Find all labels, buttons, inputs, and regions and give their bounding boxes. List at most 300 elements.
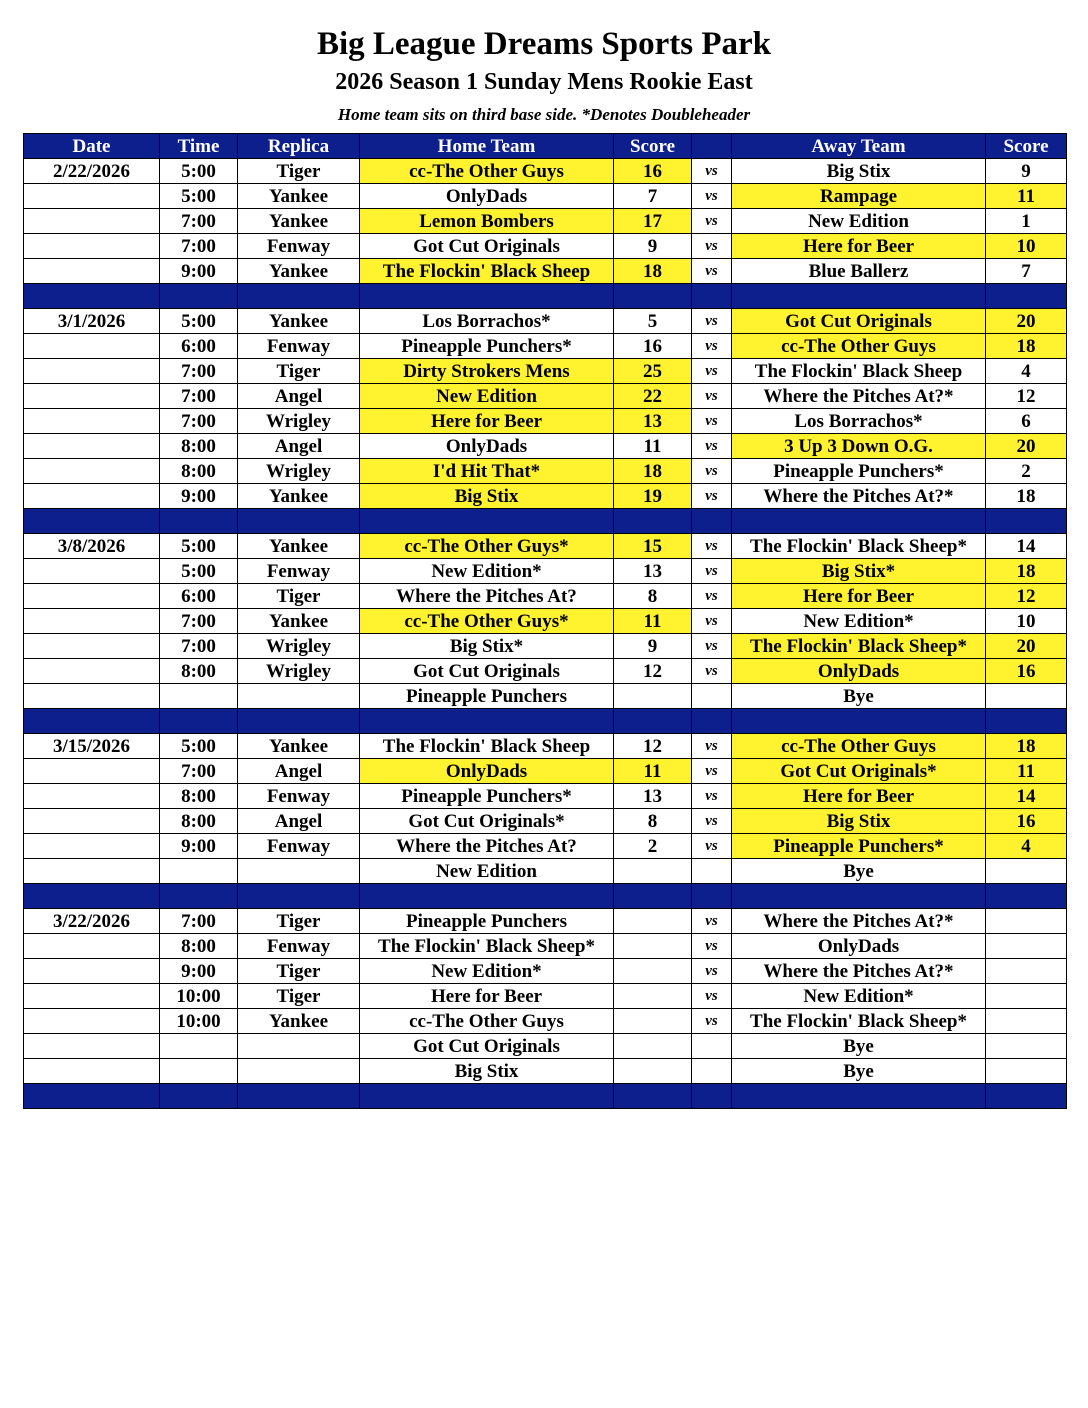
home-score: 12: [614, 734, 692, 759]
game-row: [24, 734, 1067, 759]
game-date: 3/15/2026: [24, 734, 160, 759]
separator-cell: [732, 509, 986, 534]
game-date: 2/22/2026: [24, 159, 160, 184]
vs-label: vs: [692, 959, 732, 984]
away-score: [986, 1059, 1067, 1084]
home-team: cc-The Other Guys: [360, 1009, 614, 1034]
separator-cell: [160, 1084, 238, 1109]
home-team: Big Stix: [360, 1059, 614, 1084]
away-team: OnlyDads: [732, 934, 986, 959]
home-score: [614, 934, 692, 959]
separator-cell: [160, 884, 238, 909]
vs-label: vs: [692, 209, 732, 234]
home-score: [614, 909, 692, 934]
away-score: [986, 984, 1067, 1009]
vs-label: vs: [692, 384, 732, 409]
away-team: Blue Ballerz: [732, 259, 986, 284]
game-time: 6:00: [160, 334, 238, 359]
away-score: 18: [986, 559, 1067, 584]
game-time: 5:00: [160, 559, 238, 584]
home-team: The Flockin' Black Sheep: [360, 259, 614, 284]
away-team: New Edition*: [732, 984, 986, 1009]
away-team: 3 Up 3 Down O.G.: [732, 434, 986, 459]
game-date: [24, 409, 160, 434]
home-score: 16: [614, 159, 692, 184]
col-header-replica: Replica: [238, 134, 360, 159]
away-score: 18: [986, 334, 1067, 359]
game-replica: Yankee: [238, 259, 360, 284]
game-time: 8:00: [160, 934, 238, 959]
away-score: 10: [986, 234, 1067, 259]
away-score: [986, 934, 1067, 959]
home-score: [614, 859, 692, 884]
game-row: [24, 384, 1067, 409]
separator-cell: [614, 884, 692, 909]
game-row: [24, 334, 1067, 359]
vs-label: vs: [692, 434, 732, 459]
away-team: Pineapple Punchers*: [732, 834, 986, 859]
game-date: [24, 209, 160, 234]
home-team: Pineapple Punchers: [360, 684, 614, 709]
game-replica: Wrigley: [238, 459, 360, 484]
away-score: [986, 959, 1067, 984]
week-separator-row: [24, 1084, 1067, 1109]
col-header-away-team: Away Team: [732, 134, 986, 159]
home-team: The Flockin' Black Sheep*: [360, 934, 614, 959]
vs-label: vs: [692, 834, 732, 859]
game-date: [24, 759, 160, 784]
away-team: Here for Beer: [732, 584, 986, 609]
game-time: 7:00: [160, 609, 238, 634]
separator-cell: [24, 884, 160, 909]
separator-cell: [986, 1084, 1067, 1109]
game-replica: Yankee: [238, 209, 360, 234]
game-date: [24, 609, 160, 634]
game-row: [24, 984, 1067, 1009]
game-row: [24, 184, 1067, 209]
game-replica: Fenway: [238, 334, 360, 359]
away-team: cc-The Other Guys: [732, 334, 986, 359]
away-score: 12: [986, 384, 1067, 409]
game-date: [24, 484, 160, 509]
away-team: Big Stix*: [732, 559, 986, 584]
game-row: [24, 909, 1067, 934]
game-row: [24, 559, 1067, 584]
vs-label: vs: [692, 934, 732, 959]
col-header-away-score: Score: [986, 134, 1067, 159]
home-team: I'd Hit That*: [360, 459, 614, 484]
home-score: 11: [614, 434, 692, 459]
vs-label: vs: [692, 659, 732, 684]
home-team: Big Stix: [360, 484, 614, 509]
game-replica: Yankee: [238, 484, 360, 509]
away-score: 20: [986, 634, 1067, 659]
game-date: [24, 259, 160, 284]
away-score: 6: [986, 409, 1067, 434]
game-time: 7:00: [160, 209, 238, 234]
away-team: Big Stix: [732, 159, 986, 184]
game-time: 9:00: [160, 259, 238, 284]
game-date: [24, 859, 160, 884]
game-row: [24, 359, 1067, 384]
separator-cell: [692, 884, 732, 909]
home-team: cc-The Other Guys*: [360, 609, 614, 634]
home-team: New Edition: [360, 859, 614, 884]
game-row: [24, 209, 1067, 234]
separator-cell: [238, 284, 360, 309]
game-row: [24, 784, 1067, 809]
col-header-home-score: Score: [614, 134, 692, 159]
game-date: 3/1/2026: [24, 309, 160, 334]
home-score: 9: [614, 234, 692, 259]
separator-cell: [24, 1084, 160, 1109]
separator-cell: [160, 284, 238, 309]
separator-cell: [238, 509, 360, 534]
game-replica: Angel: [238, 759, 360, 784]
game-replica: Wrigley: [238, 659, 360, 684]
home-score: 19: [614, 484, 692, 509]
vs-label: vs: [692, 809, 732, 834]
separator-cell: [986, 709, 1067, 734]
away-team: New Edition*: [732, 609, 986, 634]
separator-cell: [238, 1084, 360, 1109]
game-date: [24, 334, 160, 359]
game-replica: Wrigley: [238, 634, 360, 659]
home-score: 7: [614, 184, 692, 209]
away-team: The Flockin' Black Sheep*: [732, 1009, 986, 1034]
game-date: [24, 184, 160, 209]
home-score: [614, 1059, 692, 1084]
game-date: [24, 234, 160, 259]
week-separator-row: [24, 709, 1067, 734]
vs-label: vs: [692, 984, 732, 1009]
separator-cell: [360, 284, 614, 309]
game-time: 7:00: [160, 409, 238, 434]
separator-cell: [732, 284, 986, 309]
home-score: 22: [614, 384, 692, 409]
week-separator-row: [24, 284, 1067, 309]
away-score: [986, 909, 1067, 934]
game-date: [24, 809, 160, 834]
game-date: [24, 434, 160, 459]
game-time: 9:00: [160, 834, 238, 859]
vs-label: vs: [692, 909, 732, 934]
game-replica: Yankee: [238, 534, 360, 559]
separator-cell: [360, 884, 614, 909]
home-score: 13: [614, 409, 692, 434]
game-time: 7:00: [160, 384, 238, 409]
game-row: [24, 259, 1067, 284]
separator-cell: [692, 509, 732, 534]
away-team: Bye: [732, 684, 986, 709]
away-score: [986, 859, 1067, 884]
separator-cell: [160, 509, 238, 534]
week-separator-row: [24, 509, 1067, 534]
game-row: [24, 584, 1067, 609]
away-team: Rampage: [732, 184, 986, 209]
game-row: [24, 484, 1067, 509]
separator-cell: [986, 884, 1067, 909]
away-score: 18: [986, 734, 1067, 759]
game-date: [24, 1059, 160, 1084]
game-date: [24, 634, 160, 659]
vs-label: vs: [692, 584, 732, 609]
away-team: Here for Beer: [732, 234, 986, 259]
game-time: 7:00: [160, 759, 238, 784]
home-team: New Edition*: [360, 959, 614, 984]
vs-label: vs: [692, 409, 732, 434]
separator-cell: [986, 284, 1067, 309]
col-header-time: Time: [160, 134, 238, 159]
game-time: 5:00: [160, 534, 238, 559]
away-score: 10: [986, 609, 1067, 634]
separator-cell: [692, 1084, 732, 1109]
away-score: 16: [986, 659, 1067, 684]
game-row: [24, 684, 1067, 709]
game-time: 7:00: [160, 634, 238, 659]
game-row: [24, 609, 1067, 634]
away-score: 14: [986, 534, 1067, 559]
game-row: [24, 759, 1067, 784]
away-team: Big Stix: [732, 809, 986, 834]
game-time: 5:00: [160, 159, 238, 184]
home-team: Where the Pitches At?: [360, 584, 614, 609]
game-time: [160, 859, 238, 884]
game-date: [24, 584, 160, 609]
separator-cell: [160, 709, 238, 734]
game-time: [160, 684, 238, 709]
away-team: The Flockin' Black Sheep*: [732, 634, 986, 659]
game-date: [24, 559, 160, 584]
vs-label: vs: [692, 309, 732, 334]
home-score: 18: [614, 259, 692, 284]
game-replica: Angel: [238, 434, 360, 459]
vs-label: vs: [692, 484, 732, 509]
separator-cell: [614, 709, 692, 734]
page-subtitle: 2026 Season 1 Sunday Mens Rookie East: [335, 69, 753, 95]
home-score: 2: [614, 834, 692, 859]
page-title: Big League Dreams Sports Park: [316, 26, 772, 62]
vs-label: vs: [692, 159, 732, 184]
away-score: 2: [986, 459, 1067, 484]
game-time: 10:00: [160, 1009, 238, 1034]
home-score: 17: [614, 209, 692, 234]
game-replica: Tiger: [238, 359, 360, 384]
home-score: [614, 984, 692, 1009]
away-score: 11: [986, 184, 1067, 209]
vs-label: [692, 859, 732, 884]
home-team: Got Cut Originals: [360, 1034, 614, 1059]
game-date: [24, 684, 160, 709]
away-score: 16: [986, 809, 1067, 834]
home-score: 8: [614, 584, 692, 609]
separator-cell: [360, 1084, 614, 1109]
game-row: [24, 634, 1067, 659]
vs-label: vs: [692, 234, 732, 259]
vs-label: [692, 1059, 732, 1084]
vs-label: vs: [692, 184, 732, 209]
game-time: 8:00: [160, 784, 238, 809]
home-score: 12: [614, 659, 692, 684]
home-team: Big Stix*: [360, 634, 614, 659]
game-replica: Yankee: [238, 609, 360, 634]
col-header-home-team: Home Team: [360, 134, 614, 159]
schedule-note: Home team sits on third base side. *Denotes Doubleheader: [337, 105, 751, 124]
game-row: [24, 1009, 1067, 1034]
game-date: [24, 984, 160, 1009]
away-team: Where the Pitches At?*: [732, 909, 986, 934]
separator-cell: [732, 709, 986, 734]
game-time: 6:00: [160, 584, 238, 609]
game-replica: Tiger: [238, 959, 360, 984]
separator-cell: [614, 1084, 692, 1109]
home-team: Lemon Bombers: [360, 209, 614, 234]
home-score: 15: [614, 534, 692, 559]
game-time: 7:00: [160, 359, 238, 384]
away-team: The Flockin' Black Sheep: [732, 359, 986, 384]
home-score: 11: [614, 609, 692, 634]
separator-cell: [238, 709, 360, 734]
separator-cell: [614, 284, 692, 309]
game-date: [24, 834, 160, 859]
game-replica: Fenway: [238, 234, 360, 259]
away-score: 4: [986, 359, 1067, 384]
week-separator-row: [24, 884, 1067, 909]
game-replica: Angel: [238, 809, 360, 834]
home-team: Here for Beer: [360, 409, 614, 434]
game-replica: Fenway: [238, 834, 360, 859]
game-time: 5:00: [160, 309, 238, 334]
away-score: 18: [986, 484, 1067, 509]
away-team: New Edition: [732, 209, 986, 234]
separator-cell: [238, 884, 360, 909]
game-replica: Yankee: [238, 184, 360, 209]
game-date: 3/8/2026: [24, 534, 160, 559]
home-score: 8: [614, 809, 692, 834]
game-replica: Yankee: [238, 1009, 360, 1034]
home-score: [614, 684, 692, 709]
separator-cell: [360, 709, 614, 734]
away-team: cc-The Other Guys: [732, 734, 986, 759]
game-time: 8:00: [160, 459, 238, 484]
away-score: 14: [986, 784, 1067, 809]
vs-label: vs: [692, 784, 732, 809]
away-score: 12: [986, 584, 1067, 609]
game-date: [24, 459, 160, 484]
home-score: 18: [614, 459, 692, 484]
game-time: 7:00: [160, 234, 238, 259]
game-replica: Fenway: [238, 559, 360, 584]
away-score: [986, 684, 1067, 709]
separator-cell: [732, 1084, 986, 1109]
home-score: 9: [614, 634, 692, 659]
header-row: [24, 134, 1067, 159]
col-header-vs: [692, 134, 732, 159]
home-team: Pineapple Punchers*: [360, 784, 614, 809]
away-score: [986, 1034, 1067, 1059]
separator-cell: [986, 509, 1067, 534]
game-replica: [238, 1034, 360, 1059]
separator-cell: [24, 509, 160, 534]
vs-label: vs: [692, 334, 732, 359]
game-date: [24, 1034, 160, 1059]
vs-label: vs: [692, 1009, 732, 1034]
vs-label: vs: [692, 609, 732, 634]
away-team: Pineapple Punchers*: [732, 459, 986, 484]
away-team: Bye: [732, 859, 986, 884]
away-team: Where the Pitches At?*: [732, 484, 986, 509]
game-replica: [238, 859, 360, 884]
game-time: 9:00: [160, 959, 238, 984]
col-header-date: Date: [24, 134, 160, 159]
game-time: [160, 1034, 238, 1059]
vs-label: vs: [692, 759, 732, 784]
game-replica: Tiger: [238, 584, 360, 609]
game-row: [24, 934, 1067, 959]
game-date: 3/22/2026: [24, 909, 160, 934]
vs-label: [692, 684, 732, 709]
home-team: cc-The Other Guys*: [360, 534, 614, 559]
game-time: 5:00: [160, 184, 238, 209]
game-time: 9:00: [160, 484, 238, 509]
home-score: 13: [614, 559, 692, 584]
game-time: 8:00: [160, 659, 238, 684]
game-replica: Yankee: [238, 734, 360, 759]
away-team: Los Borrachos*: [732, 409, 986, 434]
vs-label: [692, 1034, 732, 1059]
game-row: [24, 434, 1067, 459]
game-row: [24, 1034, 1067, 1059]
game-replica: Angel: [238, 384, 360, 409]
game-row: [24, 309, 1067, 334]
game-replica: Tiger: [238, 159, 360, 184]
away-score: 4: [986, 834, 1067, 859]
game-replica: Yankee: [238, 309, 360, 334]
home-team: Pineapple Punchers*: [360, 334, 614, 359]
home-team: Dirty Strokers Mens: [360, 359, 614, 384]
game-time: 8:00: [160, 809, 238, 834]
game-time: 10:00: [160, 984, 238, 1009]
separator-cell: [732, 884, 986, 909]
away-team: Got Cut Originals*: [732, 759, 986, 784]
game-date: [24, 959, 160, 984]
separator-cell: [360, 509, 614, 534]
game-date: [24, 784, 160, 809]
home-team: Pineapple Punchers: [360, 909, 614, 934]
game-row: [24, 809, 1067, 834]
game-date: [24, 659, 160, 684]
vs-label: vs: [692, 259, 732, 284]
vs-label: vs: [692, 734, 732, 759]
vs-label: vs: [692, 634, 732, 659]
game-time: 5:00: [160, 734, 238, 759]
separator-cell: [692, 709, 732, 734]
game-replica: Tiger: [238, 909, 360, 934]
home-score: 5: [614, 309, 692, 334]
home-score: 16: [614, 334, 692, 359]
home-team: OnlyDads: [360, 759, 614, 784]
schedule-body: [24, 159, 1067, 1109]
game-replica: [238, 684, 360, 709]
separator-cell: [614, 509, 692, 534]
home-team: Here for Beer: [360, 984, 614, 1009]
away-score: 9: [986, 159, 1067, 184]
away-team: Bye: [732, 1059, 986, 1084]
game-date: [24, 359, 160, 384]
away-score: 1: [986, 209, 1067, 234]
game-replica: Wrigley: [238, 409, 360, 434]
vs-label: vs: [692, 359, 732, 384]
